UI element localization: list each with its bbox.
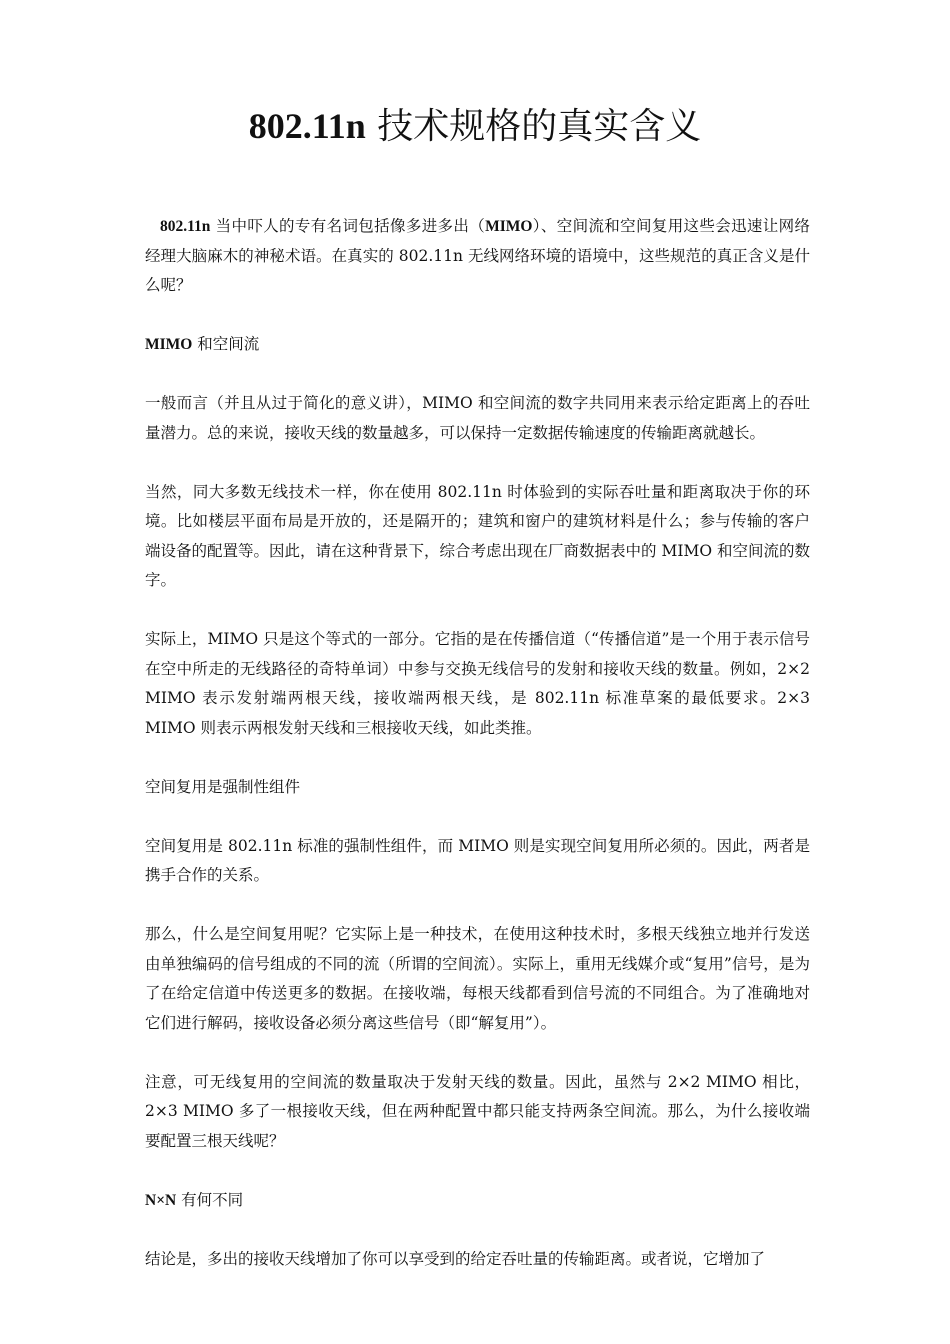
heading-nxn-bold: N×N: [145, 1191, 177, 1209]
title-code: 802.11n: [248, 106, 366, 146]
section-heading-nxn: [145, 1186, 810, 1216]
heading-mimo-bold: MIMO: [145, 336, 193, 353]
intro-lead: 802.11n: [160, 218, 211, 235]
title-text: 技术规格的真实含义: [365, 106, 702, 147]
heading-mimo-text: 和空间流: [192, 335, 260, 353]
section-heading-multiplexing: 空间复用是强制性组件: [145, 777, 301, 796]
multiplexing-paragraph-3: 注意，可无线复用的空间流的数量取决于发射天线的数量。因此，虽然与 2×2 MIMO 相比，2×3 MIMO 多了一根接收天线，但在两种配置中都只能支持两条空间流。那么，为什么接收端要配置三根天线呢？: [145, 1072, 810, 1150]
heading-nxn-text: 有何不同: [176, 1190, 244, 1209]
multiplexing-paragraph-2: 那么，什么是空间复用呢？它实际上是一种技术，在使用这种技术时，多根天线独立地并行发送由单独编码的信号组成的不同的流（所谓的空间流）。实际上，重用无线媒介或“复用”信号，是为了在给定信道中传送更多的数据。在接收端，每根天线都看到信号流的不同组合。为了准确地对它们进行解码，接收设备必须分离这些信号（即“解复用”）。: [145, 925, 810, 1032]
multiplexing-paragraph-1: 空间复用是 802.11n 标准的强制性组件，而 MIMO 则是实现空间复用所必须的。因此，两者是携手合作的关系。: [145, 836, 810, 884]
mimo-paragraph-3: 实际上，MIMO 只是这个等式的一部分。它指的是在传播信道（“传播信道”是一个用于表示信号在空中所走的无线路径的奇特单词）中参与交换无线信号的发射和接收天线的数量。例如，2×2 MIMO 表示发射端两根天线，接收端两根天线，是 802.11n 标准草案的最低要求。2×3 MIMO 则表示两根发射天线和三根接收天线，如此类推。: [145, 630, 810, 737]
intro-paragraph: [145, 212, 810, 301]
intro-mimo: MIMO: [485, 218, 533, 235]
mimo-paragraph-2: 当然，同大多数无线技术一样，你在使用 802.11n 时体验到的实际吞吐量和距离取决于你的环境。比如楼层平面布局是开放的，还是隔开的；建筑和窗户的建筑材料是什么；参与传输的客户端设备的配置等。因此，请在这种背景下，综合考虑出现在厂商数据表中的 MIMO 和空间流的数字。: [145, 482, 810, 589]
section-heading-mimo: [145, 330, 810, 360]
nxn-paragraph-1: 结论是，多出的接收天线增加了你可以享受到的给定吞吐量的传输距离。或者说，它增加了: [145, 1249, 766, 1268]
intro-part1: 当中吓人的专有名词包括像多进多出（: [210, 217, 486, 235]
document-body: [145, 212, 810, 1304]
intro-part2: ）、空间流和空间复用这些会迅速让网络经理大脑麻木的神秘术语。在真实的 802.11n 无线网络环境的语境中，这些规范的真正含义是什么呢？: [145, 217, 810, 294]
mimo-paragraph-1: 一般而言（并且从过于简化的意义讲），MIMO 和空间流的数字共同用来表示给定距离上的吞吐量潜力。总的来说，接收天线的数量越多，可以保持一定数据传输速度的传输距离就越长。: [145, 394, 810, 442]
document-title: [0, 100, 950, 153]
